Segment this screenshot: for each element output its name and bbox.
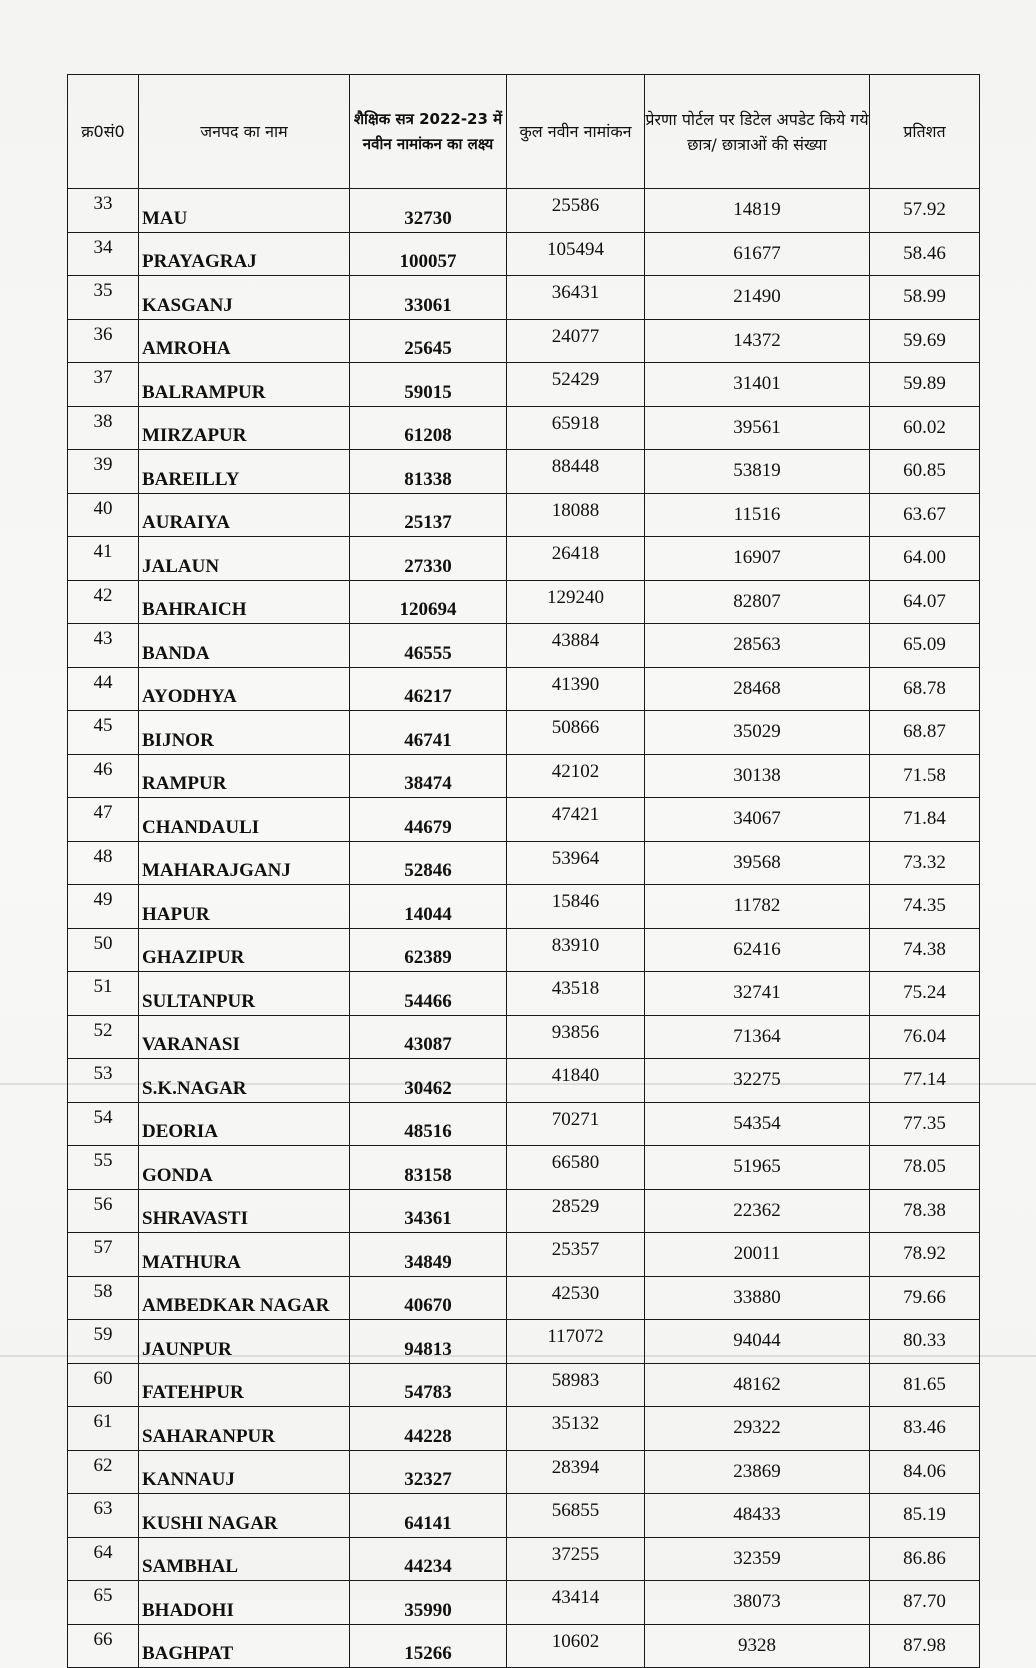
cell-new-enrollment: 43884 bbox=[507, 624, 645, 668]
cell-district: SAHARANPUR bbox=[139, 1407, 350, 1451]
cell-portal-updated: 61677 bbox=[645, 232, 870, 276]
cell-district: KASGANJ bbox=[139, 276, 350, 320]
table-row bbox=[68, 363, 980, 407]
cell-district: MATHURA bbox=[139, 1233, 350, 1277]
cell-sno: 49 bbox=[68, 885, 139, 929]
cell-new-enrollment: 36431 bbox=[507, 276, 645, 320]
table-row bbox=[68, 885, 980, 929]
cell-district: KANNAUJ bbox=[139, 1450, 350, 1494]
cell-percentage: 79.66 bbox=[870, 1276, 980, 1320]
cell-target: 81338 bbox=[350, 450, 507, 494]
cell-percentage: 73.32 bbox=[870, 841, 980, 885]
cell-new-enrollment: 25586 bbox=[507, 189, 645, 233]
header-sno: क्र0सं0 bbox=[68, 75, 139, 189]
cell-sno: 52 bbox=[68, 1015, 139, 1059]
cell-percentage: 58.99 bbox=[870, 276, 980, 320]
cell-district: SULTANPUR bbox=[139, 972, 350, 1016]
cell-district: KUSHI NAGAR bbox=[139, 1494, 350, 1538]
cell-target: 61208 bbox=[350, 406, 507, 450]
table-row bbox=[68, 928, 980, 972]
cell-percentage: 76.04 bbox=[870, 1015, 980, 1059]
cell-portal-updated: 94044 bbox=[645, 1320, 870, 1364]
cell-percentage: 60.85 bbox=[870, 450, 980, 494]
cell-portal-updated: 23869 bbox=[645, 1450, 870, 1494]
cell-sno: 59 bbox=[68, 1320, 139, 1364]
cell-district: MAU bbox=[139, 189, 350, 233]
cell-new-enrollment: 10602 bbox=[507, 1624, 645, 1668]
cell-sno: 50 bbox=[68, 928, 139, 972]
cell-target: 120694 bbox=[350, 580, 507, 624]
cell-district: CHANDAULI bbox=[139, 798, 350, 842]
cell-portal-updated: 53819 bbox=[645, 450, 870, 494]
cell-sno: 35 bbox=[68, 276, 139, 320]
table-row bbox=[68, 1276, 980, 1320]
cell-new-enrollment: 53964 bbox=[507, 841, 645, 885]
table-row bbox=[68, 1059, 980, 1103]
cell-target: 40670 bbox=[350, 1276, 507, 1320]
cell-percentage: 57.92 bbox=[870, 189, 980, 233]
table-row bbox=[68, 1320, 980, 1364]
cell-portal-updated: 48433 bbox=[645, 1494, 870, 1538]
cell-target: 27330 bbox=[350, 537, 507, 581]
cell-new-enrollment: 26418 bbox=[507, 537, 645, 581]
cell-target: 32327 bbox=[350, 1450, 507, 1494]
cell-new-enrollment: 65918 bbox=[507, 406, 645, 450]
cell-target: 14044 bbox=[350, 885, 507, 929]
cell-district: VARANASI bbox=[139, 1015, 350, 1059]
cell-percentage: 60.02 bbox=[870, 406, 980, 450]
cell-portal-updated: 22362 bbox=[645, 1189, 870, 1233]
cell-district: PRAYAGRAJ bbox=[139, 232, 350, 276]
cell-new-enrollment: 83910 bbox=[507, 928, 645, 972]
cell-district: AMBEDKAR NAGAR bbox=[139, 1276, 350, 1320]
table-row bbox=[68, 493, 980, 537]
cell-district: GONDA bbox=[139, 1146, 350, 1190]
cell-new-enrollment: 15846 bbox=[507, 885, 645, 929]
cell-percentage: 65.09 bbox=[870, 624, 980, 668]
cell-percentage: 64.07 bbox=[870, 580, 980, 624]
cell-target: 94813 bbox=[350, 1320, 507, 1364]
table-row bbox=[68, 1015, 980, 1059]
cell-district: JALAUN bbox=[139, 537, 350, 581]
cell-district: AMROHA bbox=[139, 319, 350, 363]
cell-sno: 45 bbox=[68, 711, 139, 755]
cell-target: 32730 bbox=[350, 189, 507, 233]
cell-percentage: 80.33 bbox=[870, 1320, 980, 1364]
cell-district: SHRAVASTI bbox=[139, 1189, 350, 1233]
cell-sno: 66 bbox=[68, 1624, 139, 1668]
table-row bbox=[68, 798, 980, 842]
header-portal-updated: प्रेरणा पोर्टल पर डिटेल अपडेट किये गये छात्र/ छात्राओं की संख्या bbox=[645, 75, 870, 189]
cell-portal-updated: 20011 bbox=[645, 1233, 870, 1277]
cell-target: 15266 bbox=[350, 1624, 507, 1668]
cell-percentage: 77.35 bbox=[870, 1102, 980, 1146]
cell-new-enrollment: 41390 bbox=[507, 667, 645, 711]
cell-sno: 62 bbox=[68, 1450, 139, 1494]
cell-target: 46217 bbox=[350, 667, 507, 711]
cell-portal-updated: 33880 bbox=[645, 1276, 870, 1320]
cell-new-enrollment: 58983 bbox=[507, 1363, 645, 1407]
cell-new-enrollment: 35132 bbox=[507, 1407, 645, 1451]
cell-target: 30462 bbox=[350, 1059, 507, 1103]
cell-target: 54783 bbox=[350, 1363, 507, 1407]
cell-new-enrollment: 42102 bbox=[507, 754, 645, 798]
cell-district: BIJNOR bbox=[139, 711, 350, 755]
cell-portal-updated: 39561 bbox=[645, 406, 870, 450]
cell-percentage: 78.05 bbox=[870, 1146, 980, 1190]
table-body bbox=[68, 189, 980, 1668]
cell-sno: 60 bbox=[68, 1363, 139, 1407]
cell-percentage: 84.06 bbox=[870, 1450, 980, 1494]
cell-target: 44679 bbox=[350, 798, 507, 842]
cell-district: SAMBHAL bbox=[139, 1537, 350, 1581]
cell-percentage: 75.24 bbox=[870, 972, 980, 1016]
cell-portal-updated: 16907 bbox=[645, 537, 870, 581]
cell-target: 25645 bbox=[350, 319, 507, 363]
cell-district: BHADOHI bbox=[139, 1581, 350, 1625]
cell-target: 44234 bbox=[350, 1537, 507, 1581]
cell-sno: 43 bbox=[68, 624, 139, 668]
cell-district: JAUNPUR bbox=[139, 1320, 350, 1364]
cell-target: 64141 bbox=[350, 1494, 507, 1538]
table-row bbox=[68, 841, 980, 885]
table-row bbox=[68, 450, 980, 494]
cell-new-enrollment: 70271 bbox=[507, 1102, 645, 1146]
table-row bbox=[68, 1494, 980, 1538]
cell-sno: 58 bbox=[68, 1276, 139, 1320]
cell-sno: 64 bbox=[68, 1537, 139, 1581]
cell-percentage: 81.65 bbox=[870, 1363, 980, 1407]
cell-target: 100057 bbox=[350, 232, 507, 276]
cell-district: AURAIYA bbox=[139, 493, 350, 537]
cell-district: BAGHPAT bbox=[139, 1624, 350, 1668]
cell-district: HAPUR bbox=[139, 885, 350, 929]
cell-percentage: 78.38 bbox=[870, 1189, 980, 1233]
cell-portal-updated: 11782 bbox=[645, 885, 870, 929]
cell-portal-updated: 28468 bbox=[645, 667, 870, 711]
cell-district: AYODHYA bbox=[139, 667, 350, 711]
cell-portal-updated: 32741 bbox=[645, 972, 870, 1016]
cell-sno: 39 bbox=[68, 450, 139, 494]
table-row bbox=[68, 1624, 980, 1668]
cell-target: 34849 bbox=[350, 1233, 507, 1277]
cell-new-enrollment: 88448 bbox=[507, 450, 645, 494]
cell-percentage: 59.69 bbox=[870, 319, 980, 363]
cell-portal-updated: 29322 bbox=[645, 1407, 870, 1451]
district-enrollment-table bbox=[67, 74, 980, 1668]
cell-sno: 56 bbox=[68, 1189, 139, 1233]
cell-target: 83158 bbox=[350, 1146, 507, 1190]
cell-new-enrollment: 18088 bbox=[507, 493, 645, 537]
cell-sno: 34 bbox=[68, 232, 139, 276]
table-row bbox=[68, 972, 980, 1016]
cell-sno: 54 bbox=[68, 1102, 139, 1146]
cell-target: 33061 bbox=[350, 276, 507, 320]
cell-target: 44228 bbox=[350, 1407, 507, 1451]
cell-portal-updated: 9328 bbox=[645, 1624, 870, 1668]
cell-new-enrollment: 42530 bbox=[507, 1276, 645, 1320]
cell-new-enrollment: 105494 bbox=[507, 232, 645, 276]
table-row bbox=[68, 580, 980, 624]
cell-portal-updated: 32359 bbox=[645, 1537, 870, 1581]
cell-sno: 63 bbox=[68, 1494, 139, 1538]
table-row bbox=[68, 1102, 980, 1146]
cell-target: 43087 bbox=[350, 1015, 507, 1059]
cell-portal-updated: 38073 bbox=[645, 1581, 870, 1625]
cell-portal-updated: 39568 bbox=[645, 841, 870, 885]
cell-portal-updated: 82807 bbox=[645, 580, 870, 624]
cell-percentage: 74.38 bbox=[870, 928, 980, 972]
cell-target: 38474 bbox=[350, 754, 507, 798]
table-row bbox=[68, 1450, 980, 1494]
cell-new-enrollment: 24077 bbox=[507, 319, 645, 363]
cell-portal-updated: 48162 bbox=[645, 1363, 870, 1407]
cell-new-enrollment: 56855 bbox=[507, 1494, 645, 1538]
cell-sno: 42 bbox=[68, 580, 139, 624]
cell-portal-updated: 31401 bbox=[645, 363, 870, 407]
cell-new-enrollment: 93856 bbox=[507, 1015, 645, 1059]
table-row bbox=[68, 1189, 980, 1233]
table-row bbox=[68, 1363, 980, 1407]
cell-portal-updated: 32275 bbox=[645, 1059, 870, 1103]
cell-sno: 48 bbox=[68, 841, 139, 885]
cell-percentage: 58.46 bbox=[870, 232, 980, 276]
cell-target: 48516 bbox=[350, 1102, 507, 1146]
cell-target: 54466 bbox=[350, 972, 507, 1016]
cell-target: 62389 bbox=[350, 928, 507, 972]
table-row bbox=[68, 319, 980, 363]
cell-new-enrollment: 52429 bbox=[507, 363, 645, 407]
table-header bbox=[68, 75, 980, 189]
cell-district: FATEHPUR bbox=[139, 1363, 350, 1407]
cell-district: MIRZAPUR bbox=[139, 406, 350, 450]
cell-portal-updated: 71364 bbox=[645, 1015, 870, 1059]
cell-new-enrollment: 47421 bbox=[507, 798, 645, 842]
cell-new-enrollment: 37255 bbox=[507, 1537, 645, 1581]
cell-target: 25137 bbox=[350, 493, 507, 537]
cell-new-enrollment: 66580 bbox=[507, 1146, 645, 1190]
cell-district: BAHRAICH bbox=[139, 580, 350, 624]
table-row bbox=[68, 1146, 980, 1190]
header-target: शैक्षिक सत्र 2022-23 में नवीन नामांकन का लक्ष्य bbox=[350, 75, 507, 189]
table-row bbox=[68, 711, 980, 755]
table-row bbox=[68, 624, 980, 668]
cell-percentage: 86.86 bbox=[870, 1537, 980, 1581]
table-row bbox=[68, 406, 980, 450]
cell-new-enrollment: 43518 bbox=[507, 972, 645, 1016]
cell-percentage: 64.00 bbox=[870, 537, 980, 581]
cell-percentage: 87.70 bbox=[870, 1581, 980, 1625]
header-percentage: प्रतिशत bbox=[870, 75, 980, 189]
table-row bbox=[68, 667, 980, 711]
cell-sno: 47 bbox=[68, 798, 139, 842]
cell-new-enrollment: 43414 bbox=[507, 1581, 645, 1625]
cell-percentage: 71.58 bbox=[870, 754, 980, 798]
cell-percentage: 78.92 bbox=[870, 1233, 980, 1277]
cell-target: 34361 bbox=[350, 1189, 507, 1233]
cell-district: S.K.NAGAR bbox=[139, 1059, 350, 1103]
cell-percentage: 68.78 bbox=[870, 667, 980, 711]
header-new-enrollment: कुल नवीन नामांकन bbox=[507, 75, 645, 189]
cell-new-enrollment: 28394 bbox=[507, 1450, 645, 1494]
table-row bbox=[68, 1233, 980, 1277]
cell-new-enrollment: 50866 bbox=[507, 711, 645, 755]
cell-percentage: 71.84 bbox=[870, 798, 980, 842]
table-row bbox=[68, 754, 980, 798]
cell-district: RAMPUR bbox=[139, 754, 350, 798]
cell-new-enrollment: 129240 bbox=[507, 580, 645, 624]
cell-portal-updated: 14372 bbox=[645, 319, 870, 363]
cell-sno: 40 bbox=[68, 493, 139, 537]
cell-percentage: 63.67 bbox=[870, 493, 980, 537]
cell-target: 46741 bbox=[350, 711, 507, 755]
table-row bbox=[68, 232, 980, 276]
cell-district: BANDA bbox=[139, 624, 350, 668]
cell-percentage: 74.35 bbox=[870, 885, 980, 929]
table-row bbox=[68, 1407, 980, 1451]
header-district: जनपद का नाम bbox=[139, 75, 350, 189]
cell-district: GHAZIPUR bbox=[139, 928, 350, 972]
cell-percentage: 83.46 bbox=[870, 1407, 980, 1451]
cell-sno: 46 bbox=[68, 754, 139, 798]
cell-percentage: 87.98 bbox=[870, 1624, 980, 1668]
cell-target: 46555 bbox=[350, 624, 507, 668]
cell-sno: 55 bbox=[68, 1146, 139, 1190]
table-row bbox=[68, 189, 980, 233]
cell-portal-updated: 21490 bbox=[645, 276, 870, 320]
cell-sno: 33 bbox=[68, 189, 139, 233]
cell-target: 59015 bbox=[350, 363, 507, 407]
cell-sno: 36 bbox=[68, 319, 139, 363]
cell-district: DEORIA bbox=[139, 1102, 350, 1146]
table-row bbox=[68, 537, 980, 581]
cell-sno: 53 bbox=[68, 1059, 139, 1103]
cell-new-enrollment: 117072 bbox=[507, 1320, 645, 1364]
cell-percentage: 68.87 bbox=[870, 711, 980, 755]
table-row bbox=[68, 1537, 980, 1581]
cell-portal-updated: 30138 bbox=[645, 754, 870, 798]
cell-sno: 51 bbox=[68, 972, 139, 1016]
cell-percentage: 77.14 bbox=[870, 1059, 980, 1103]
cell-portal-updated: 14819 bbox=[645, 189, 870, 233]
cell-sno: 38 bbox=[68, 406, 139, 450]
cell-portal-updated: 51965 bbox=[645, 1146, 870, 1190]
cell-portal-updated: 28563 bbox=[645, 624, 870, 668]
cell-district: BALRAMPUR bbox=[139, 363, 350, 407]
cell-portal-updated: 54354 bbox=[645, 1102, 870, 1146]
cell-district: BAREILLY bbox=[139, 450, 350, 494]
table-row bbox=[68, 1581, 980, 1625]
cell-portal-updated: 11516 bbox=[645, 493, 870, 537]
cell-new-enrollment: 41840 bbox=[507, 1059, 645, 1103]
cell-target: 35990 bbox=[350, 1581, 507, 1625]
table-row bbox=[68, 276, 980, 320]
cell-new-enrollment: 28529 bbox=[507, 1189, 645, 1233]
cell-sno: 44 bbox=[68, 667, 139, 711]
cell-sno: 57 bbox=[68, 1233, 139, 1277]
cell-new-enrollment: 25357 bbox=[507, 1233, 645, 1277]
cell-sno: 61 bbox=[68, 1407, 139, 1451]
cell-sno: 65 bbox=[68, 1581, 139, 1625]
cell-portal-updated: 35029 bbox=[645, 711, 870, 755]
cell-sno: 37 bbox=[68, 363, 139, 407]
cell-percentage: 59.89 bbox=[870, 363, 980, 407]
cell-target: 52846 bbox=[350, 841, 507, 885]
cell-portal-updated: 34067 bbox=[645, 798, 870, 842]
cell-district: MAHARAJGANJ bbox=[139, 841, 350, 885]
cell-percentage: 85.19 bbox=[870, 1494, 980, 1538]
cell-sno: 41 bbox=[68, 537, 139, 581]
cell-portal-updated: 62416 bbox=[645, 928, 870, 972]
